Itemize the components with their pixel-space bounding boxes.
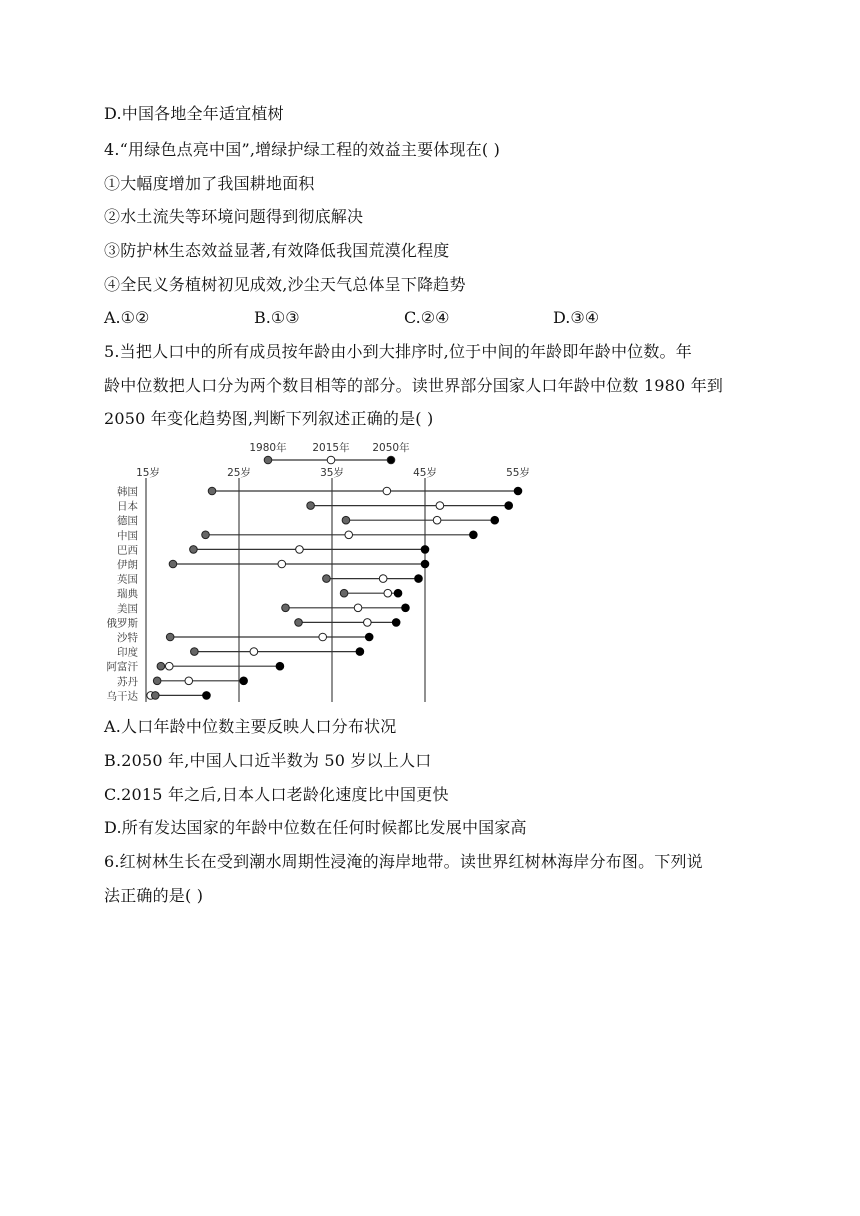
point-1980 [342,516,350,524]
q5-stem-line-3: 2050 年变化趋势图,判断下列叙述正确的是( ) [104,409,434,428]
point-1980 [202,531,210,539]
point-2050 [276,662,284,670]
x-tick-label: 35岁 [320,467,344,479]
country-label: 印度 [117,646,138,659]
q5-option-b[interactable]: B.2050 年,中国人口近半数为 50 岁以上人口 [104,751,432,770]
x-tick-label: 45岁 [413,467,437,479]
point-2050 [415,575,423,583]
legend-marker-0 [264,456,272,464]
country-label: 日本 [117,500,138,513]
country-label: 英国 [117,573,138,586]
legend-marker-2 [387,456,395,464]
x-tick-label: 15岁 [136,467,160,479]
q5-option-c[interactable]: C.2015 年之后,日本人口老龄化速度比中国更快 [104,785,449,804]
point-2050 [365,633,373,641]
point-1980 [208,487,216,495]
point-2050 [402,604,410,612]
point-2050 [421,560,429,568]
point-2015 [165,662,173,670]
q5-option-d[interactable]: D.所有发达国家的年龄中位数在任何时候都比发展中国家高 [104,818,527,837]
q4-item-1: ①大幅度增加了我国耕地面积 [104,174,315,193]
q3-option-d: D.中国各地全年适宜植树 [104,104,284,123]
point-1980 [166,633,174,641]
point-1980 [190,546,198,554]
point-2015 [384,589,392,597]
point-2015 [250,648,258,656]
x-tick-label: 55岁 [506,467,530,479]
q4-item-2: ②水土流失等环境问题得到彻底解决 [104,207,364,226]
point-2015 [379,575,387,583]
point-1980 [152,692,160,700]
point-2050 [240,677,248,685]
country-label: 伊朗 [117,559,138,571]
q4-option-a[interactable]: A.①② [104,308,150,327]
point-2015 [185,677,193,685]
point-2050 [514,487,522,495]
point-2050 [421,546,429,554]
q4-item-4: ④全民义务植树初见成效,沙尘天气总体呈下降趋势 [104,275,466,294]
country-label: 瑞典 [117,588,138,601]
q6-stem-line-1: 6.红树林生长在受到潮水周期性浸淹的海岸地带。读世界红树林海岸分布图。下列说 [104,852,703,871]
point-1980 [282,604,290,612]
q5-stem-line-2: 龄中位数把人口分为两个数目相等的部分。读世界部分国家人口年龄中位数 1980 年到 [104,376,724,395]
q4-option-c[interactable]: C.②④ [404,308,450,327]
point-1980 [169,560,177,568]
legend-marker-1 [327,456,335,464]
point-2015 [364,619,372,627]
point-2015 [433,516,441,524]
q4-option-b[interactable]: B.①③ [254,308,300,327]
point-2050 [505,502,513,510]
point-2015 [354,604,362,612]
point-1980 [295,619,303,627]
country-label: 阿富汗 [106,661,138,674]
q4-item-3: ③防护林生态效益显著,有效降低我国荒漠化程度 [104,241,450,260]
q6-stem-line-2: 法正确的是( ) [104,886,204,905]
q5-option-a[interactable]: A.人口年龄中位数主要反映人口分布状况 [104,717,397,736]
point-1980 [157,662,165,670]
country-label: 沙特 [117,632,138,644]
country-label: 韩国 [117,486,138,498]
q4-options [104,306,764,330]
country-label: 德国 [117,515,138,528]
point-2015 [383,487,391,495]
point-2050 [491,516,499,524]
point-2015 [278,560,286,568]
point-1980 [340,589,348,597]
point-2015 [319,633,327,641]
point-2015 [436,502,444,510]
country-label: 巴西 [117,544,138,557]
legend-label: 2050年 [372,442,410,454]
point-2050 [203,692,211,700]
q4-stem: 4.“用绿色点亮中国”,增绿护绿工程的效益主要体现在( ) [104,140,501,159]
q4-option-d[interactable]: D.③④ [553,308,600,327]
country-label: 美国 [117,602,138,615]
country-label: 中国 [117,529,138,542]
point-2050 [392,619,400,627]
point-2015 [296,546,304,554]
point-1980 [153,677,161,685]
country-label: 俄罗斯 [106,617,138,630]
country-label: 乌干达 [106,690,138,703]
q5-stem-line-1: 5.当把人口中的所有成员按年龄由小到大排序时,位于中间的年龄即年龄中位数。年 [104,342,692,361]
point-2050 [356,648,364,656]
x-tick-label: 25岁 [227,467,251,479]
point-2015 [345,531,353,539]
median-age-chart [100,436,540,708]
point-2050 [470,531,478,539]
legend-label: 2015年 [312,442,350,454]
point-1980 [307,502,315,510]
point-2050 [394,589,402,597]
legend-label: 1980年 [249,442,287,454]
country-label: 苏丹 [117,675,138,688]
point-1980 [323,575,331,583]
point-1980 [191,648,199,656]
